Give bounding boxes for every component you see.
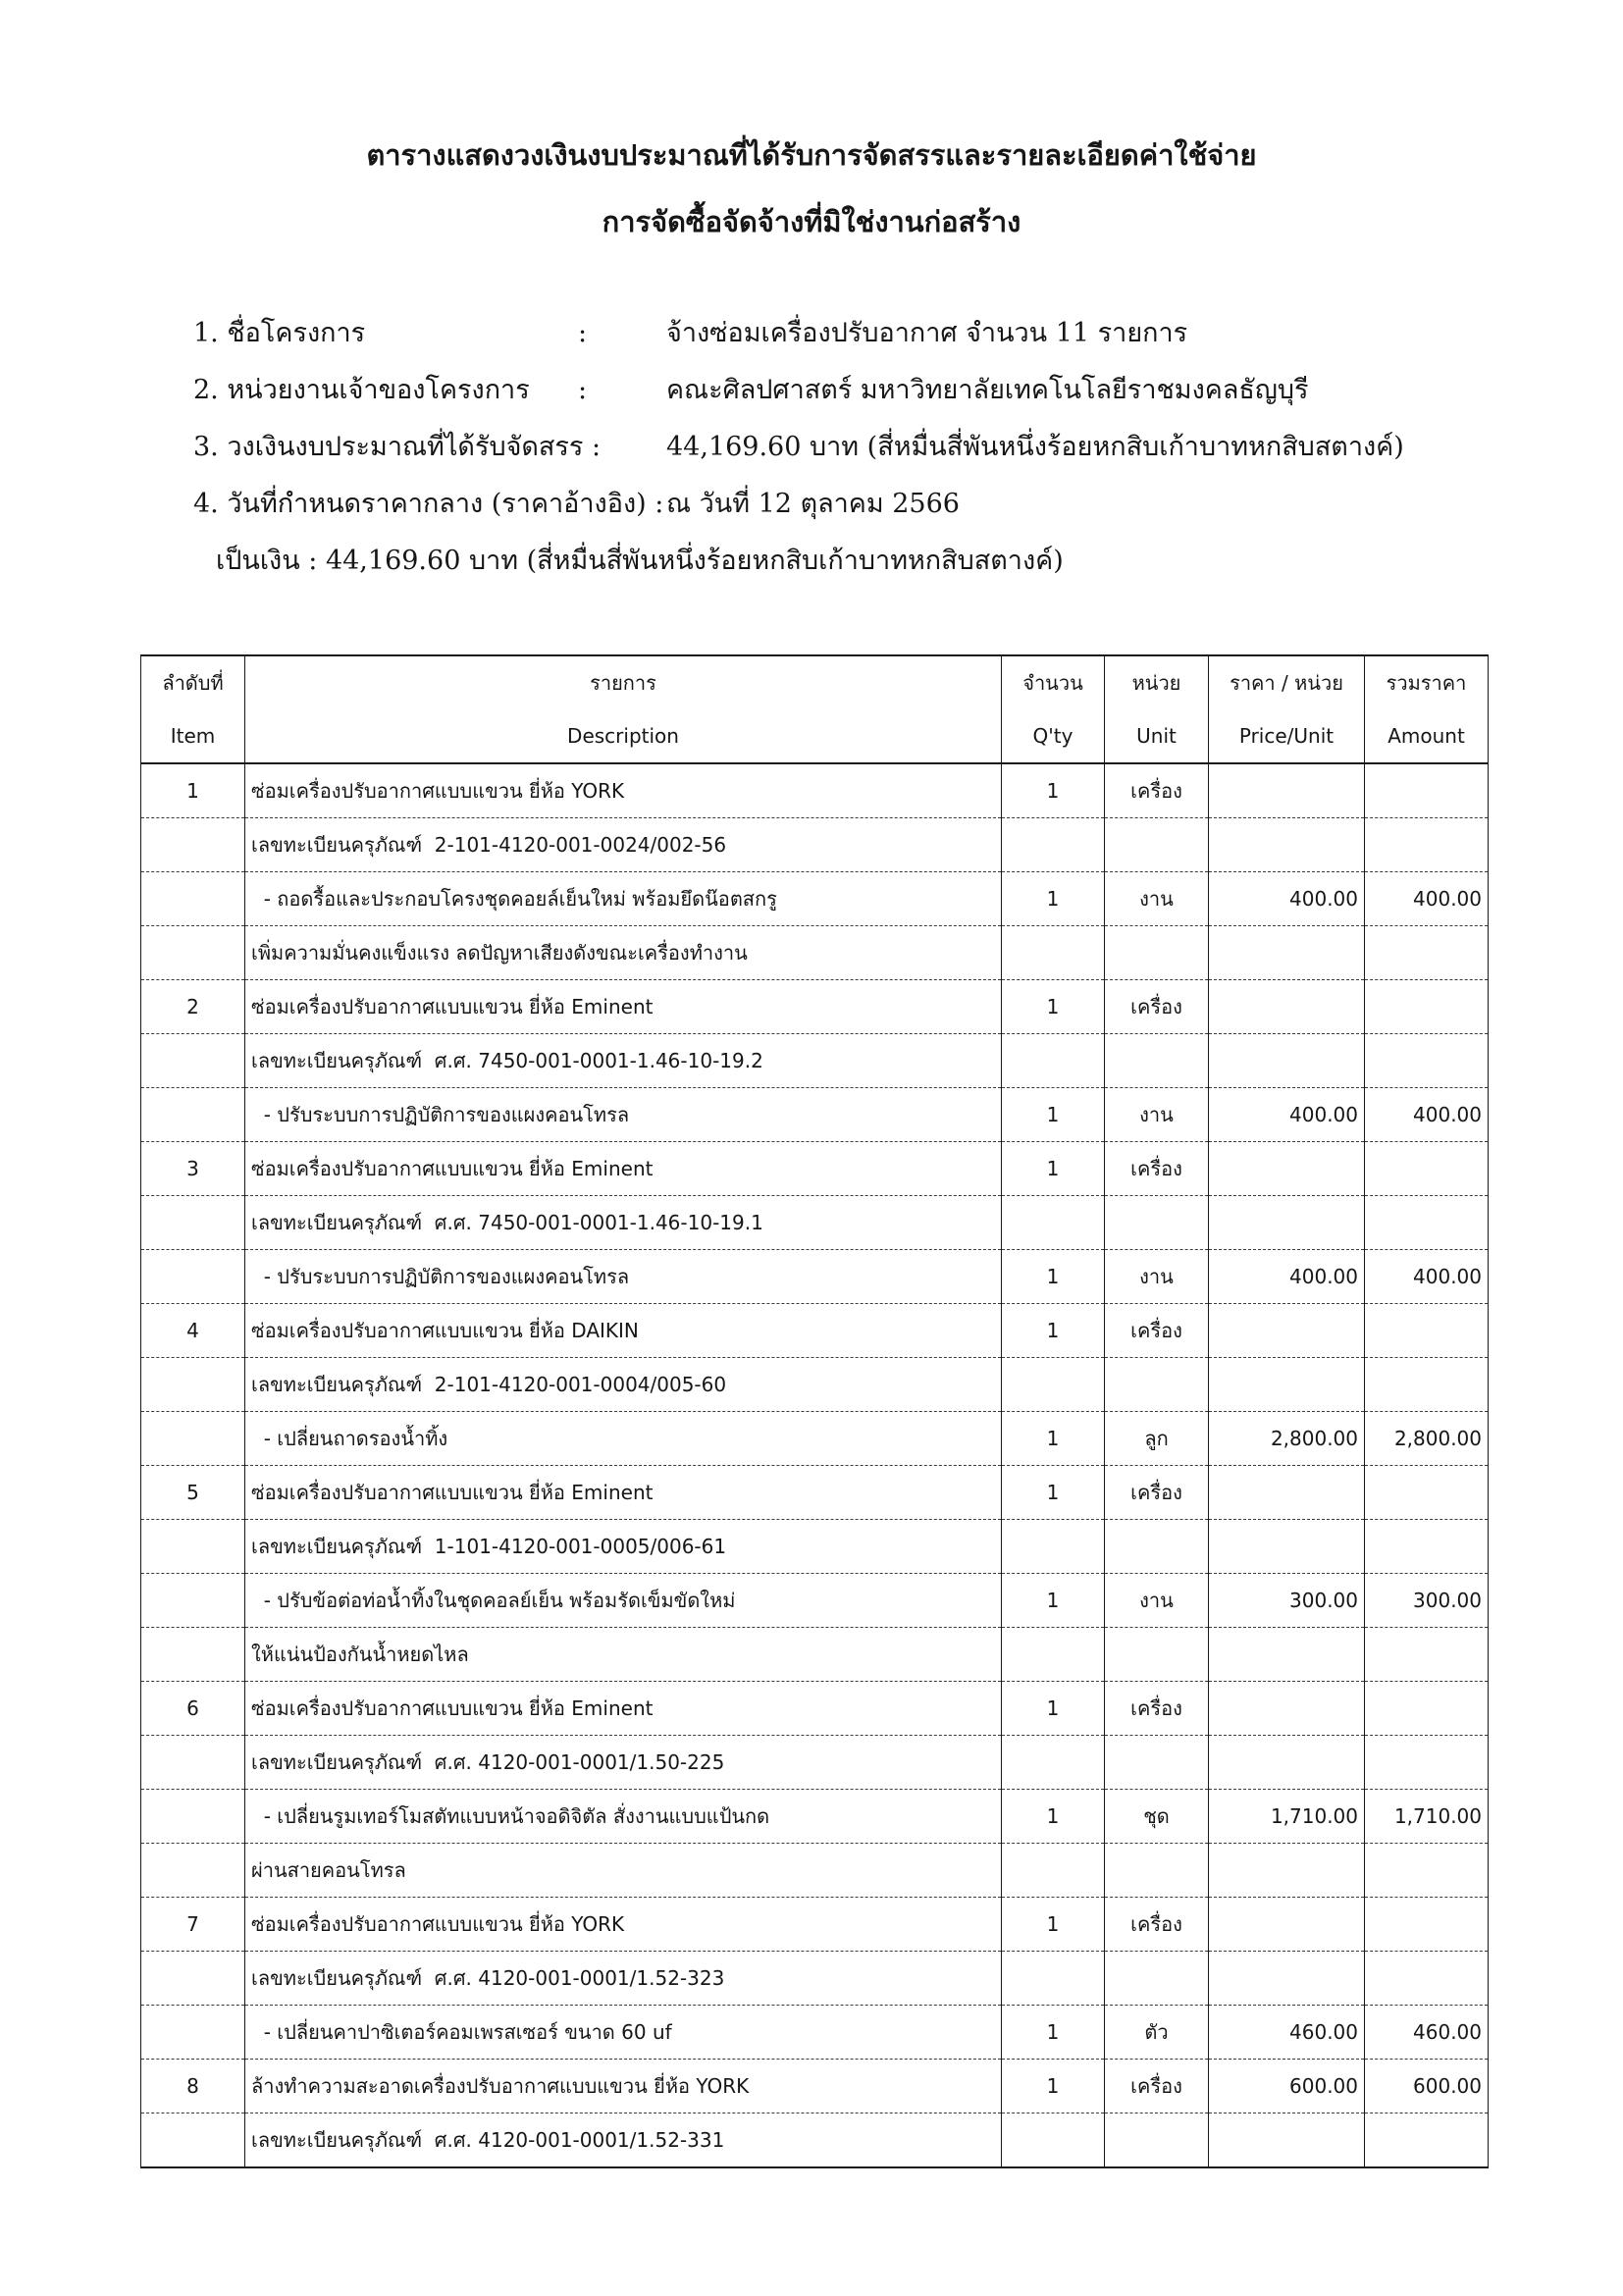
cell-amount <box>1365 2113 1489 2168</box>
cell-unit <box>1105 1844 1209 1898</box>
cell-price <box>1209 1034 1365 1088</box>
header-description-th: รายการ <box>245 655 1002 709</box>
info-colon: : <box>578 375 588 405</box>
cell-price: 300.00 <box>1209 1574 1365 1628</box>
header-amount-th: รวมราคา <box>1365 655 1489 709</box>
cell-description: เลขทะเบียนครุภัณฑ์ 2-101-4120-001-0004/005-60 <box>245 1358 1002 1412</box>
cell-unit: เครื่อง <box>1105 1304 1209 1358</box>
table-row <box>141 2006 1489 2060</box>
cell-description: เลขทะเบียนครุภัณฑ์ 1-101-4120-001-0005/006-61 <box>245 1520 1002 1574</box>
cell-qty: 1 <box>1002 763 1105 818</box>
table-row <box>141 1034 1489 1088</box>
cell-item-no <box>141 1412 245 1466</box>
cell-description: ซ่อมเครื่องปรับอากาศแบบแขวน ยี่ห้อ YORK <box>245 1898 1002 1952</box>
cell-qty <box>1002 1034 1105 1088</box>
table-row <box>141 1574 1489 1628</box>
table-row <box>141 1142 1489 1196</box>
table-row <box>141 1088 1489 1142</box>
cell-qty <box>1002 1196 1105 1250</box>
cell-unit: เครื่อง <box>1105 1898 1209 1952</box>
cell-amount <box>1365 1196 1489 1250</box>
cell-item-no <box>141 872 245 926</box>
cell-unit <box>1105 818 1209 872</box>
cell-price <box>1209 1628 1365 1682</box>
cell-price <box>1209 926 1365 980</box>
cell-unit: ลูก <box>1105 1412 1209 1466</box>
cell-amount <box>1365 980 1489 1034</box>
table-row <box>141 926 1489 980</box>
table-row <box>141 1304 1489 1358</box>
cell-price <box>1209 1466 1365 1520</box>
table-row <box>141 1952 1489 2006</box>
cell-unit: เครื่อง <box>1105 1466 1209 1520</box>
cell-description: เลขทะเบียนครุภัณฑ์ ศ.ศ. 4120-001-0001/1.50-225 <box>245 1736 1002 1790</box>
cell-qty <box>1002 1358 1105 1412</box>
header-unit-en: Unit <box>1105 709 1209 763</box>
cell-qty <box>1002 2113 1105 2168</box>
cell-amount: 400.00 <box>1365 1088 1489 1142</box>
cell-description: เลขทะเบียนครุภัณฑ์ ศ.ศ. 7450-001-0001-1.46-10-19.2 <box>245 1034 1002 1088</box>
cell-description: - ปรับระบบการปฏิบัติการของแผงคอนโทรล <box>245 1088 1002 1142</box>
cell-qty: 1 <box>1002 1412 1105 1466</box>
table-row <box>141 1412 1489 1466</box>
table-row <box>141 1466 1489 1520</box>
cell-qty: 1 <box>1002 1142 1105 1196</box>
cell-item-no: 2 <box>141 980 245 1034</box>
cell-amount <box>1365 1682 1489 1736</box>
cell-qty: 1 <box>1002 1304 1105 1358</box>
cell-price <box>1209 1142 1365 1196</box>
cell-price <box>1209 763 1365 818</box>
cell-price: 2,800.00 <box>1209 1412 1365 1466</box>
cell-price <box>1209 1358 1365 1412</box>
cell-price <box>1209 818 1365 872</box>
cell-item-no <box>141 1628 245 1682</box>
info-value: 44,169.60 บาท (สี่หมื่นสี่พันหนึ่งร้อยหกสิบเก้าบาทหกสิบสตางค์) <box>666 432 1404 462</box>
cell-price: 400.00 <box>1209 1250 1365 1304</box>
document-subtitle: การจัดซื้อจัดจ้างที่มิใช่งานก่อสร้าง <box>602 205 1021 238</box>
cell-qty: 1 <box>1002 1574 1105 1628</box>
cell-item-no: 8 <box>141 2060 245 2113</box>
cell-item-no <box>141 1088 245 1142</box>
info-label: 1. ชื่อโครงการ <box>193 318 366 348</box>
header-amount-en: Amount <box>1365 709 1489 763</box>
cell-item-no <box>141 1574 245 1628</box>
cell-amount: 400.00 <box>1365 872 1489 926</box>
table-row <box>141 872 1489 926</box>
cell-unit: เครื่อง <box>1105 1682 1209 1736</box>
cell-unit <box>1105 1736 1209 1790</box>
cell-item-no: 3 <box>141 1142 245 1196</box>
info-colon: : <box>578 318 588 348</box>
cell-item-no <box>141 1520 245 1574</box>
cell-description: - ปรับระบบการปฏิบัติการของแผงคอนโทรล <box>245 1250 1002 1304</box>
cell-item-no <box>141 1844 245 1898</box>
cell-item-no: 6 <box>141 1682 245 1736</box>
cell-item-no: 4 <box>141 1304 245 1358</box>
cell-amount: 1,710.00 <box>1365 1790 1489 1844</box>
cell-unit: งาน <box>1105 1250 1209 1304</box>
info-label: 2. หน่วยงานเจ้าของโครงการ <box>193 375 530 405</box>
table-row <box>141 1358 1489 1412</box>
cell-item-no <box>141 926 245 980</box>
info-value: คณะศิลปศาสตร์ มหาวิทยาลัยเทคโนโลยีราชมงคลธัญบุรี <box>666 375 1309 405</box>
info-value: ณ วันที่ 12 ตุลาคม 2566 <box>666 489 960 519</box>
info-label: 3. วงเงินงบประมาณที่ได้รับจัดสรร : <box>193 432 602 462</box>
cell-amount: 300.00 <box>1365 1574 1489 1628</box>
cell-price: 1,710.00 <box>1209 1790 1365 1844</box>
table-row <box>141 1898 1489 1952</box>
table-row <box>141 1250 1489 1304</box>
header-item-no-en: Item <box>141 709 245 763</box>
cell-description: ล้างทำความสะอาดเครื่องปรับอากาศแบบแขวน ยี่ห้อ YORK <box>245 2060 1002 2113</box>
cell-description: เลขทะเบียนครุภัณฑ์ 2-101-4120-001-0024/002-56 <box>245 818 1002 872</box>
cell-unit <box>1105 1628 1209 1682</box>
cell-unit: ตัว <box>1105 2006 1209 2060</box>
cell-unit: เครื่อง <box>1105 2060 1209 2113</box>
header-qty-en: Q'ty <box>1002 709 1105 763</box>
header-description-en: Description <box>245 709 1002 763</box>
cell-qty: 1 <box>1002 872 1105 926</box>
cell-qty <box>1002 818 1105 872</box>
cell-item-no: 5 <box>141 1466 245 1520</box>
header-item-no-th: ลำดับที่ <box>141 655 245 709</box>
table-header-th <box>141 655 1489 709</box>
cell-unit <box>1105 1358 1209 1412</box>
cell-item-no <box>141 1952 245 2006</box>
cell-price <box>1209 980 1365 1034</box>
cell-unit <box>1105 1952 1209 2006</box>
cell-item-no: 7 <box>141 1898 245 1952</box>
cell-amount: 400.00 <box>1365 1250 1489 1304</box>
cell-unit <box>1105 2113 1209 2168</box>
cell-item-no <box>141 2113 245 2168</box>
cell-amount <box>1365 1034 1489 1088</box>
cell-price: 400.00 <box>1209 1088 1365 1142</box>
cell-qty: 1 <box>1002 980 1105 1034</box>
cell-amount <box>1365 1142 1489 1196</box>
cell-qty: 1 <box>1002 2060 1105 2113</box>
table-row <box>141 1682 1489 1736</box>
cell-description: ซ่อมเครื่องปรับอากาศแบบแขวน ยี่ห้อ YORK <box>245 763 1002 818</box>
cell-description: - เปลี่ยนถาดรองน้ำทิ้ง <box>245 1412 1002 1466</box>
table-row <box>141 1736 1489 1790</box>
cell-amount <box>1365 1952 1489 2006</box>
cell-qty <box>1002 1844 1105 1898</box>
cell-description: ซ่อมเครื่องปรับอากาศแบบแขวน ยี่ห้อ Eminent <box>245 1682 1002 1736</box>
header-price-th: ราคา / หน่วย <box>1209 655 1365 709</box>
cell-price <box>1209 1304 1365 1358</box>
cell-description: เลขทะเบียนครุภัณฑ์ ศ.ศ. 4120-001-0001/1.52-323 <box>245 1952 1002 2006</box>
cell-amount <box>1365 1520 1489 1574</box>
cell-description: ให้แน่นป้องกันน้ำหยดไหล <box>245 1628 1002 1682</box>
cell-amount <box>1365 1358 1489 1412</box>
cell-qty <box>1002 1628 1105 1682</box>
table-row <box>141 1844 1489 1898</box>
cell-item-no <box>141 1034 245 1088</box>
table-row <box>141 1628 1489 1682</box>
cell-unit: งาน <box>1105 1574 1209 1628</box>
document-title: ตารางแสดงวงเงินงบประมาณที่ได้รับการจัดสรรและรายละเอียดค่าใช้จ่าย <box>366 138 1257 172</box>
cell-unit: งาน <box>1105 872 1209 926</box>
header-qty-th: จำนวน <box>1002 655 1105 709</box>
cell-item-no: 1 <box>141 763 245 818</box>
cell-amount: 600.00 <box>1365 2060 1489 2113</box>
cell-description: เพิ่มความมั่นคงแข็งแรง ลดปัญหาเสียงดังขณะเครื่องทำงาน <box>245 926 1002 980</box>
cell-amount <box>1365 1844 1489 1898</box>
cell-item-no <box>141 2006 245 2060</box>
table-row <box>141 1520 1489 1574</box>
items-body <box>141 763 1489 2167</box>
info-label: 4. วันที่กำหนดราคากลาง (ราคาอ้างอิง) : <box>193 489 664 519</box>
cell-description: - ถอดรื้อและประกอบโครงชุดคอยล์เย็นใหม่ พร้อมยึดน๊อตสกรู <box>245 872 1002 926</box>
header-unit-th: หน่วย <box>1105 655 1209 709</box>
cell-qty: 1 <box>1002 1088 1105 1142</box>
cell-amount <box>1365 1466 1489 1520</box>
table-row <box>141 1196 1489 1250</box>
info-value: จ้างซ่อมเครื่องปรับอากาศ จำนวน 11 รายการ <box>666 318 1188 348</box>
cell-description: เลขทะเบียนครุภัณฑ์ ศ.ศ. 7450-001-0001-1.46-10-19.1 <box>245 1196 1002 1250</box>
cell-unit <box>1105 926 1209 980</box>
cell-price <box>1209 1898 1365 1952</box>
cell-price <box>1209 1952 1365 2006</box>
cell-qty: 1 <box>1002 1466 1105 1520</box>
cell-qty <box>1002 1952 1105 2006</box>
table-row <box>141 763 1489 818</box>
info-total-amount: เป็นเงิน : 44,169.60 บาท (สี่หมื่นสี่พันหนึ่งร้อยหกสิบเก้าบาทหกสิบสตางค์) <box>216 546 1064 576</box>
cell-amount <box>1365 1898 1489 1952</box>
cell-price <box>1209 1196 1365 1250</box>
table-row <box>141 818 1489 872</box>
cell-qty <box>1002 926 1105 980</box>
cell-price <box>1209 1520 1365 1574</box>
cell-description: ซ่อมเครื่องปรับอากาศแบบแขวน ยี่ห้อ Eminent <box>245 980 1002 1034</box>
cell-qty: 1 <box>1002 2006 1105 2060</box>
cell-item-no <box>141 1250 245 1304</box>
cell-item-no <box>141 818 245 872</box>
cell-amount <box>1365 926 1489 980</box>
cell-price: 460.00 <box>1209 2006 1365 2060</box>
cell-description: เลขทะเบียนครุภัณฑ์ ศ.ศ. 4120-001-0001/1.52-331 <box>245 2113 1002 2168</box>
cell-description: ซ่อมเครื่องปรับอากาศแบบแขวน ยี่ห้อ Eminent <box>245 1466 1002 1520</box>
table-row <box>141 2060 1489 2113</box>
cell-unit: เครื่อง <box>1105 1142 1209 1196</box>
cell-amount <box>1365 1628 1489 1682</box>
table-row <box>141 980 1489 1034</box>
cell-qty: 1 <box>1002 1682 1105 1736</box>
cell-price <box>1209 1682 1365 1736</box>
cell-unit: เครื่อง <box>1105 980 1209 1034</box>
table-header-en <box>141 709 1489 763</box>
cell-item-no <box>141 1790 245 1844</box>
cell-amount: 460.00 <box>1365 2006 1489 2060</box>
cell-amount <box>1365 1304 1489 1358</box>
cell-amount: 2,800.00 <box>1365 1412 1489 1466</box>
cell-description: - เปลี่ยนรูมเทอร์โมสตัทแบบหน้าจอดิจิตัล สั่งงานแบบแป้นกด <box>245 1790 1002 1844</box>
table-row <box>141 2113 1489 2168</box>
items-table <box>140 654 1489 2168</box>
cell-amount <box>1365 1736 1489 1790</box>
cell-price <box>1209 1736 1365 1790</box>
cell-description: - ปรับข้อต่อท่อน้ำทิ้งในชุดคอลย์เย็น พร้อมรัดเข็มขัดใหม่ <box>245 1574 1002 1628</box>
cell-unit <box>1105 1520 1209 1574</box>
cell-price: 600.00 <box>1209 2060 1365 2113</box>
cell-qty <box>1002 1520 1105 1574</box>
table-row <box>141 1790 1489 1844</box>
cell-amount <box>1365 818 1489 872</box>
cell-item-no <box>141 1358 245 1412</box>
cell-unit: เครื่อง <box>1105 763 1209 818</box>
cell-unit: ชุด <box>1105 1790 1209 1844</box>
cell-item-no <box>141 1736 245 1790</box>
cell-item-no <box>141 1196 245 1250</box>
cell-qty: 1 <box>1002 1250 1105 1304</box>
cell-description: ซ่อมเครื่องปรับอากาศแบบแขวน ยี่ห้อ DAIKIN <box>245 1304 1002 1358</box>
cell-unit <box>1105 1034 1209 1088</box>
cell-description: ซ่อมเครื่องปรับอากาศแบบแขวน ยี่ห้อ Eminent <box>245 1142 1002 1196</box>
cell-qty: 1 <box>1002 1790 1105 1844</box>
cell-description: - เปลี่ยนคาปาซิเตอร์คอมเพรสเซอร์ ขนาด 60 uf <box>245 2006 1002 2060</box>
cell-price <box>1209 2113 1365 2168</box>
cell-unit <box>1105 1196 1209 1250</box>
cell-qty <box>1002 1736 1105 1790</box>
cell-qty: 1 <box>1002 1898 1105 1952</box>
cell-description: ผ่านสายคอนโทรล <box>245 1844 1002 1898</box>
cell-price: 400.00 <box>1209 872 1365 926</box>
cell-price <box>1209 1844 1365 1898</box>
header-price-en: Price/Unit <box>1209 709 1365 763</box>
cell-unit: งาน <box>1105 1088 1209 1142</box>
cell-amount <box>1365 763 1489 818</box>
